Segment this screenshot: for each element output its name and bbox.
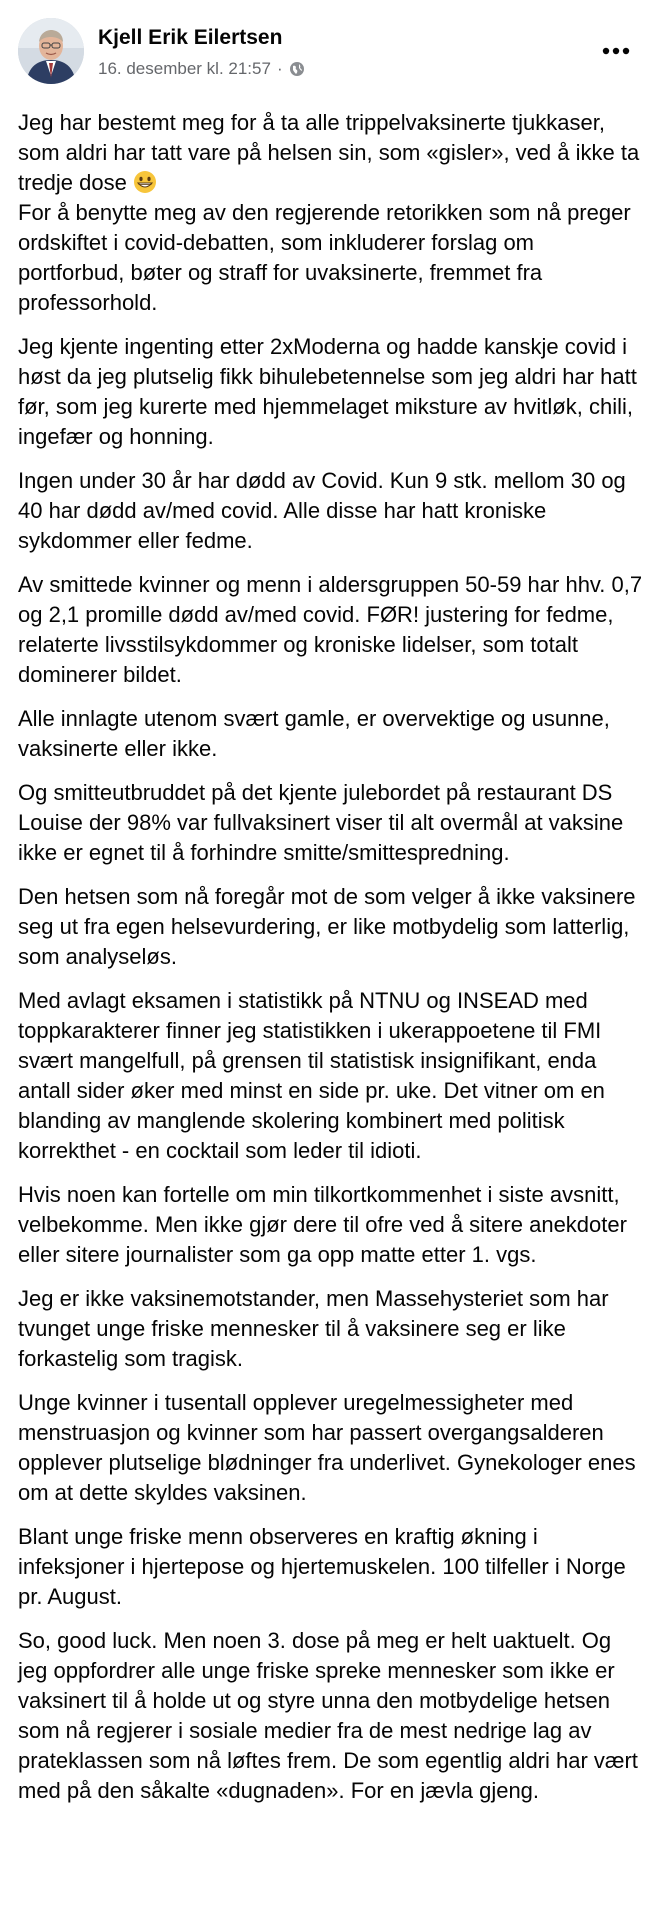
post-paragraph: Av smittede kvinner og menn i aldersgruppen 50-59 har hhv. 0,7 og 2,1 promille dødd av/med covid. FØR! justering for fedme, relaterte livsstilsykdommer og kroniske lidelser, som totalt dominerer bildet. bbox=[18, 572, 643, 687]
post-paragraph: Ingen under 30 år har dødd av Covid. Kun 9 stk. mellom 30 og 40 har dødd av/med covid. Alle disse har hatt kroniske sykdommer eller fedme. bbox=[18, 468, 626, 553]
post-paragraph: Jeg er ikke vaksinemotstander, men Massehysteriet som har tvunget unge friske mennesker til å vaksinere seg er like forkastelig som tragisk. bbox=[18, 1286, 609, 1371]
post-body bbox=[18, 108, 646, 1820]
post-timestamp[interactable]: 16. desember kl. 21:57 bbox=[98, 59, 271, 78]
post-paragraph: Jeg kjente ingenting etter 2xModerna og hadde kanskje covid i høst da jeg plutselig fikk bihulebetennelse som jeg aldri har hatt før, som jeg kurerte med hjemmelaget miksture av hvitløk, chili, ingefær og honning. bbox=[18, 334, 637, 449]
meta-separator: · bbox=[276, 59, 283, 78]
more-options-icon[interactable] bbox=[598, 36, 634, 66]
post-paragraph: So, good luck. Men noen 3. dose på meg er helt uaktuelt. Og jeg oppfordrer alle unge friske spreke mennesker som ikke er vaksinert til å holde ut og styre unna den motbydelige hetsen som nå regjerer i sosiale medier fra de mest nedrige lag av prateklassen som nå løftes frem. De som egentlig aldri har vært med på den såkalte «dugnaden». For en jævla gjeng. bbox=[18, 1628, 638, 1803]
post-paragraph bbox=[18, 108, 646, 318]
post-paragraph-text: For å benytte meg av den regjerende retorikken som nå preger ordskiftet i covid-debatten, som inkluderer forslag om portforbud, bøter og straff for uvaksinerte, fremmet fra professorhold. bbox=[18, 200, 631, 315]
globe-icon[interactable] bbox=[289, 61, 305, 77]
post-paragraph: Og smitteutbruddet på det kjente julebordet på restaurant DS Louise der 98% var fullvaksinert viser til alt overmål at vaksine ikke er egnet til å forhindre smitte/smittespredning. bbox=[18, 780, 624, 865]
avatar[interactable] bbox=[18, 18, 84, 84]
post-paragraph: Hvis noen kan fortelle om min tilkortkommenhet i siste avsnitt, velbekomme. Men ikke gjør dere til ofre ved å sitere anekdoter eller sitere journalister som ga opp matte etter 1. vgs. bbox=[18, 1182, 627, 1267]
post-meta bbox=[98, 59, 305, 79]
post-paragraph: Alle innlagte utenom svært gamle, er overvektige og usunne, vaksinerte eller ikke. bbox=[18, 706, 610, 761]
author-name[interactable]: Kjell Erik Eilertsen bbox=[98, 26, 283, 49]
post-paragraph-text: Jeg har bestemt meg for å ta alle trippelvaksinerte tjukkaser, som aldri har tatt vare på helsen sin, som «gisler», ved å ikke ta tredje dose bbox=[18, 110, 640, 195]
post-paragraph: Blant unge friske menn observeres en kraftig økning i infeksjoner i hjertepose og hjertemuskelen. 100 tilfeller i Norge pr. August. bbox=[18, 1524, 626, 1609]
grinning-face-icon bbox=[133, 170, 157, 194]
post-paragraph: Med avlagt eksamen i statistikk på NTNU og INSEAD med toppkarakterer finner jeg statistikken i ukerappoetene til FMI svært mangelfull, på grensen til statistisk insignifikant, enda antall sider øker med minst en side pr. uke. Det vitner om en blanding av manglende skolering kombinert med politisk korrekthet - en cocktail som leder til idioti. bbox=[18, 988, 605, 1163]
post-header bbox=[18, 18, 644, 88]
profile-photo bbox=[18, 18, 84, 84]
post-paragraph: Unge kvinner i tusentall opplever uregelmessigheter med menstruasjon og kvinner som har passert overgangsalderen opplever plutselige blødninger fra underlivet. Gynekologer enes om at dette skyldes vaksinen. bbox=[18, 1390, 636, 1505]
post-paragraph: Den hetsen som nå foregår mot de som velger å ikke vaksinere seg ut fra egen helsevurdering, er like motbydelig som latterlig, som analyseløs. bbox=[18, 884, 636, 969]
